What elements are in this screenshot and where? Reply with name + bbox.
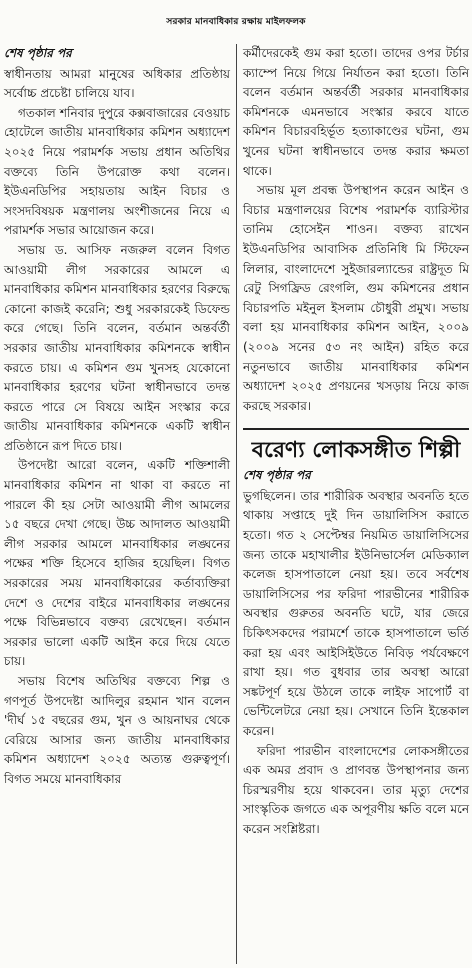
article2-paragraph: ভুগছিলেন। তার শারীরিক অবস্থার অবনতি হতে থাকায় সপ্তাহে দুই দিন ডায়ালিসিস করাতে হতো। গত ২ সেপ্টেম্বর নিয়মিত ডায়ালিসিসের জন্য তাকে মহাখালীর ইউনিভার্সেল মেডিক্যাল কলেজ হাসপাতালে নেয়া হয়। তবে সর্বশেষ ডায়ালিসিসের পর ফরিদা পারভীনের শারীরিক অবস্থার গুরুতর অবনতি ঘটে, যার জেরে চিকিৎসকদের পরামর্শে তাকে হাসপাতালে ভর্তি করা হয় এবং আইসিইউতে নিবিড় পর্যবেক্ষণে রাখা হয়। গত বুধবার তার অবস্থা আরো সঙ্কটপূর্ণ হয়ে উঠলে তাকে লাইফ সাপোর্ট বা ভেন্টিলেটরে নেয়া হয়। সেখানে তিনি ইন্তেকাল করেন। bbox=[243, 488, 469, 738]
article2-paragraph: ফরিদা পারভীন বাংলাদেশের লোকসঙ্গীতের এক অমর প্রবাদ ও প্রাণবন্ত উপস্থাপনার জন্য চিরস্মরণীয় হয়ে থাকবেন। তার মৃত্যু দেশের সাংস্কৃতিক জগতে এক অপূরণীয় ক্ষতি বলে মনে করেন সংশ্লিষ্টরা। bbox=[243, 743, 469, 836]
article1-paragraph: সভায় ড. আসিফ নজরুল বলেন বিগত আওয়ামী লীগ সরকারের আমলে এ মানবাধিকার কমিশন মানবাধিকার হরণের বিরুদ্ধে কোনো কাজই করেনি; শুধু সরকারকেই ডিফেন্ড করে গেছে। তিনি বলেন, বর্তমান অন্তর্বর্তী সরকার জাতীয় মানবাধিকার কমিশনকে স্বাধীন করতে চায়। এ কমিশন গুম খুনসহ যেকোনো মানবাধিকার হরণের ঘটনা স্বাধীনভাবে তদন্ত করতে পারে সে বিষয়ে আইন সংস্কার করে জাতীয় মানবাধিকার কমিশনকে একটি স্বাধীন প্রতিষ্ঠানে রূপ দিতে চায়। bbox=[4, 242, 230, 453]
article1-paragraph: উপদেষ্টা আরো বলেন, একটি শক্তিশালী মানবাধিকার কমিশন না থাকা বা করতে না পারলে কী হয় সেটা আওয়ামী লীগ আমলের ১৫ বছরে দেখা গেছে। উচ্চ আদালত আওয়ামী লীগ সরকার আমলে মানবাধিকার লঙ্ঘনের পক্ষের শক্তি হিসেবে হাজির হয়েছিল। বিগত সরকারের সময় মানবাধিকারের কর্তাব্যক্তিরা দেশে ও দেশের বাইরে মানবাধিকার লঙ্ঘনের পক্ষে বিভিন্নভাবে বক্তব্য রেখেছেন। বর্তমান সরকার ভালো একটি আইন করে দিয়ে যেতে চায়। bbox=[4, 458, 230, 669]
article2-headline: বরেণ্য লোকসঙ্গীত শিল্পী bbox=[243, 428, 469, 466]
right-column bbox=[243, 44, 469, 964]
article1-paragraph: স্বাধীনতায় আমরা মানুষের অধিকার প্রতিষ্ঠায় সর্বোচ্চ প্রচেষ্টা চালিয়ে যাব। bbox=[4, 66, 230, 101]
article2-kicker: শেষ পৃষ্ঠার পর bbox=[243, 468, 311, 483]
article1-paragraph: কর্মীদেরকেই গুম করা হতো। তাদের ওপর টর্চার ক্যাম্পে নিয়ে গিয়ে নির্যাতন করা হতো। তিনি বলেন বর্তমান অন্তর্বর্তী সরকার মানবাধিকার কমিশনকে এমনভাবে সংস্কার করবে যাতে কমিশন বিচারবহির্ভূত হত্যাকাণ্ডের ঘটনা, গুম খুনের ঘটনা স্বাধীনভাবে তদন্ত করার ক্ষমতা থাকে। bbox=[243, 46, 469, 178]
article1-paragraph: সভায় বিশেষ অতিথির বক্তব্যে শিল্প ও গণপূর্ত উপদেষ্টা আদিলুর রহমান খান বলেন 'দীর্ঘ ১৫ বছরের গুম, খুন ও আয়নাঘর থেকে বেরিয়ে আসার জন্য জাতীয় মানবাধিকার কমিশন অধ্যাদেশ ২০২৫ অত্যন্ত গুরুত্বপূর্ণ। বিগত সময়ে মানবাধিকার bbox=[4, 674, 230, 786]
column-divider bbox=[236, 44, 237, 964]
article1-kicker: শেষ পৃষ্ঠার পর bbox=[4, 46, 72, 60]
article1-left-column bbox=[4, 44, 230, 964]
article1-paragraph: সভায় মূল প্রবন্ধ উপস্থাপন করেন আইন ও বিচার মন্ত্রণালয়ের বিশেষ পরামর্শক ব্যারিস্টার তানিম হোসেইন শাওন। বক্তব্য রাখেন ইউএনডিপির আবাসিক প্রতিনিধি মি স্টিফেন লিলার, বাংলাদেশে সুইজারল্যান্ডের রাষ্ট্রদূত মি রেটু সিগফ্রিড রেংগলি, গুম কমিশনের প্রধান বিচারপতি মইনুল ইসলাম চৌধুরী প্রমুখ। সভায় বলা হয় মানবাধিকার কমিশন আইন, ২০০৯ (২০০৯ সনের ৫৩ নং আইন) রহিত করে নতুনভাবে জাতীয় মানবাধিকার কমিশন অধ্যাদেশ ২০২৫ প্রণয়নের খসড়ায় নিয়ে কাজ করছে সরকার। bbox=[243, 183, 469, 413]
article1-paragraph: গতকাল শনিবার দুপুরে কক্সবাজারের বেওয়াচ হোটেলে জাতীয় মানবাধিকার কমিশন অধ্যাদেশ ২০২৫ নিয়ে পরামর্শক সভায় প্রধান অতিথির বক্তব্যে তিনি উপরোক্ত কথা বলেন। ইউএনডিপির সহায়তায় আইন বিচার ও সংসদবিষয়ক মন্ত্রণালয় অংশীজনের নিয়ে এ পরামর্শক সভার আয়োজন করে। bbox=[4, 105, 230, 238]
main-headline: সরকার মানবাধিকার রক্ষায় মাইলফলক bbox=[166, 16, 306, 27]
